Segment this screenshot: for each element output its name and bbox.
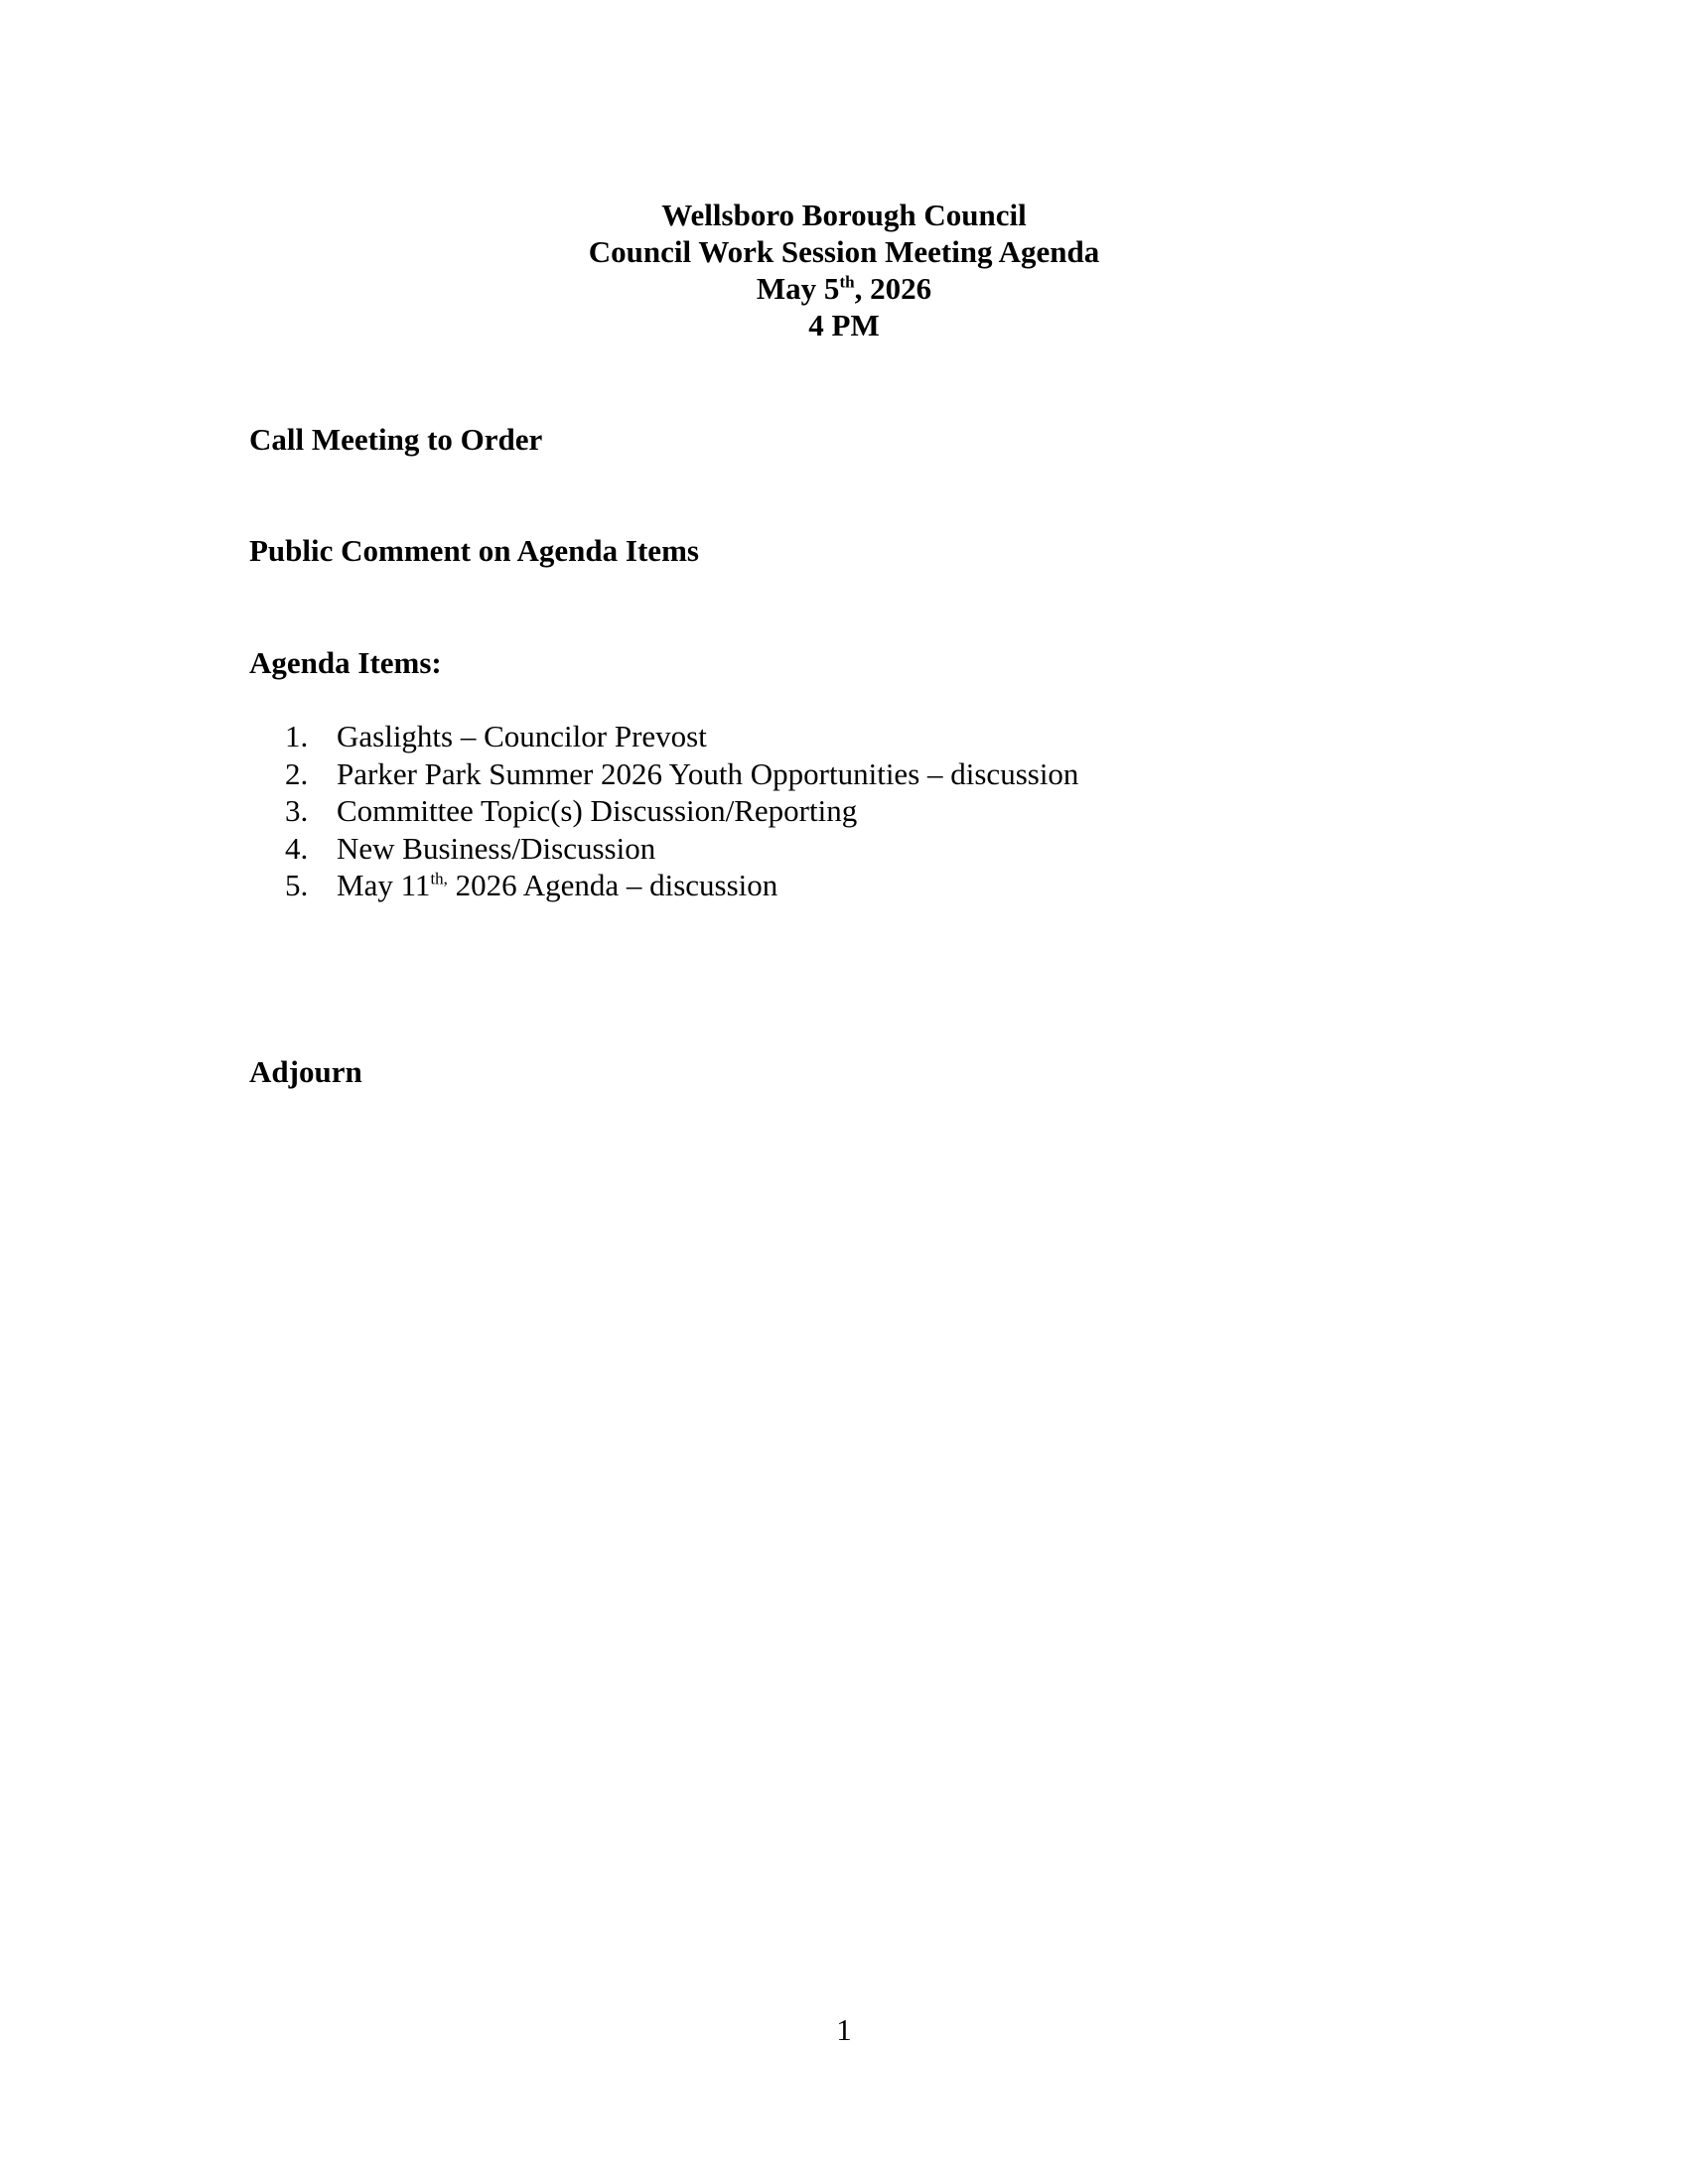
- meeting-date-suffix: th: [839, 272, 855, 292]
- meeting-date-year: , 2026: [854, 271, 932, 306]
- agenda-item: [249, 867, 1078, 904]
- meeting-title: Council Work Session Meeting Agenda: [588, 234, 1100, 269]
- agenda-item-number: 2.: [285, 755, 309, 791]
- agenda-item-number: 4.: [285, 830, 309, 866]
- agenda-items-heading: Agenda Items:: [249, 645, 442, 680]
- meeting-date-month-day: May 5: [756, 271, 840, 306]
- agenda-item: [249, 718, 1078, 755]
- agenda-item: [249, 830, 1078, 868]
- agenda-item-text: Gaslights – Councilor Prevost: [337, 719, 707, 753]
- council-name: Wellsboro Borough Council: [661, 198, 1027, 232]
- agenda-header: [0, 197, 1688, 343]
- agenda-item-text: New Business/Discussion: [337, 830, 656, 866]
- agenda-item-date-suffix: th,: [430, 869, 448, 888]
- agenda-item-text-date: May 11: [337, 868, 431, 902]
- public-comment-heading: Public Comment on Agenda Items: [249, 533, 699, 568]
- agenda-item-text: Committee Topic(s) Discussion/Reporting: [337, 793, 858, 828]
- adjourn-heading: Adjourn: [249, 1054, 362, 1089]
- meeting-date: [0, 270, 1688, 307]
- agenda-item-number: 1.: [285, 719, 309, 753]
- agenda-item: [249, 755, 1078, 793]
- agenda-item-text: [337, 868, 777, 902]
- agenda-item: [249, 792, 1078, 830]
- agenda-item-number: 3.: [285, 793, 309, 828]
- page-number: 1: [836, 2012, 852, 2047]
- agenda-item-text: Parker Park Summer 2026 Youth Opportunities – discussion: [337, 755, 1079, 791]
- agenda-items-list: [249, 718, 1078, 904]
- call-to-order-heading: Call Meeting to Order: [249, 422, 543, 457]
- meeting-time: 4 PM: [808, 308, 880, 342]
- agenda-item-text-rest: 2026 Agenda – discussion: [447, 868, 778, 902]
- agenda-item-number: 5.: [285, 868, 309, 902]
